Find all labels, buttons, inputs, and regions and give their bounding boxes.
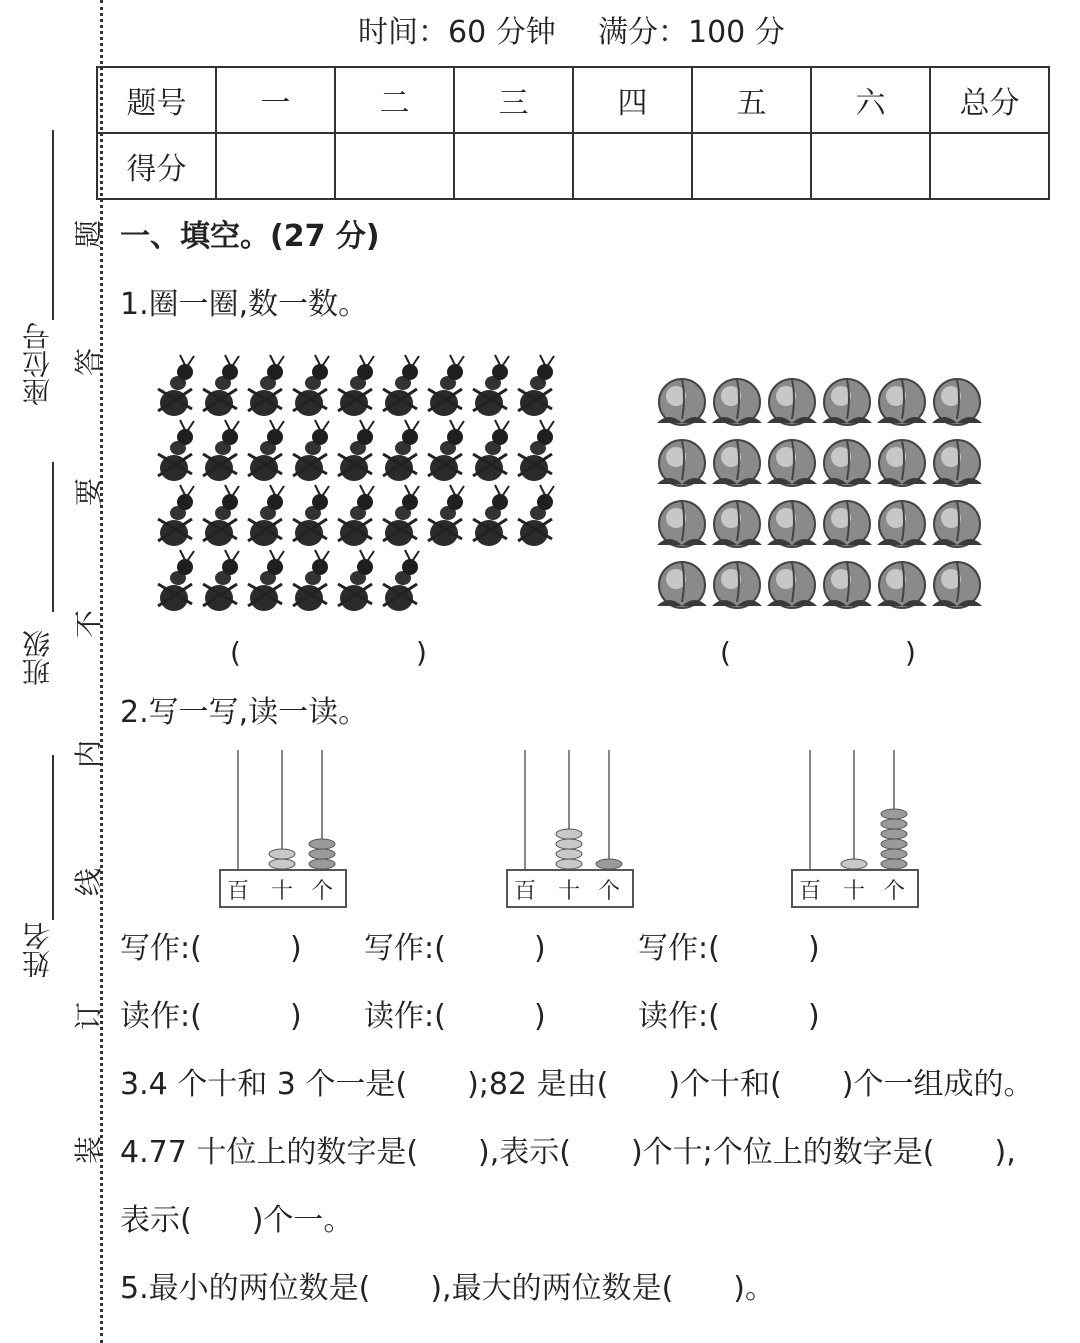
ant-icon (338, 420, 374, 481)
abacus-bead (556, 849, 582, 859)
peach-icon (877, 562, 927, 608)
ant-icon (473, 485, 509, 546)
abacus-bead (881, 809, 907, 819)
peach-icon (712, 379, 762, 425)
question-2: 2.写一写,读一读。 (120, 695, 369, 730)
question-5: 5.最小的两位数是( ),最大的两位数是( )。 (120, 1271, 775, 1306)
abacus-place-label: 百 (226, 879, 250, 904)
abacus-bead (309, 839, 335, 849)
table-cell: 四 (573, 67, 692, 133)
ant-icon (383, 420, 419, 481)
ant-icon (158, 420, 194, 481)
table-cell: 六 (811, 67, 930, 133)
full-score-label: 满分：100 分 (598, 15, 785, 50)
seat-label: 座位号 (21, 322, 54, 406)
abacus-group (200, 745, 960, 915)
close-paren: ) (808, 999, 820, 1034)
answer-paren-left: ( (720, 636, 731, 669)
abacus-place-label: 个 (597, 879, 621, 904)
time-label: 时间：60 分钟 (358, 15, 556, 50)
ant-icon (293, 550, 329, 611)
ant-icon (428, 485, 464, 546)
ant-icon (293, 355, 329, 416)
abacus-bead (881, 829, 907, 839)
table-cell: 总分 (930, 67, 1049, 133)
question-4-line2: 表示( )个一。 (120, 1203, 354, 1238)
ant-icon (248, 355, 284, 416)
score-table (96, 66, 1050, 200)
fold-char: 线 (72, 868, 105, 897)
abacus-place-label: 十 (270, 879, 294, 904)
abacus-bead (556, 829, 582, 839)
peach-icon (767, 440, 817, 486)
ant-icon (383, 550, 419, 611)
score-input-cell[interactable] (692, 133, 811, 199)
ant-icon (338, 485, 374, 546)
abacus (792, 750, 918, 907)
table-cell: 得分 (97, 133, 216, 199)
abacus-bead (881, 849, 907, 859)
write-label: 写作:( (120, 931, 202, 966)
ant-icon (473, 420, 509, 481)
abacus-place-label: 个 (882, 879, 906, 904)
ant-icon (203, 355, 239, 416)
read-label: 读作:( (120, 999, 202, 1034)
abacus (220, 750, 346, 907)
table-cell: 三 (454, 67, 573, 133)
peach-icon (657, 440, 707, 486)
read-label: 读作:( (364, 999, 446, 1034)
table-row (97, 133, 1049, 199)
answer-paren-right: ) (416, 636, 427, 669)
peach-icon (877, 501, 927, 547)
abacus-place-label: 百 (513, 879, 537, 904)
peach-icon (932, 379, 982, 425)
abacus-bead (881, 819, 907, 829)
fold-char: 装 (72, 1136, 105, 1165)
ant-icon (248, 550, 284, 611)
table-row (97, 67, 1049, 133)
peach-icon (822, 501, 872, 547)
abacus-bead (556, 839, 582, 849)
score-input-cell[interactable] (216, 133, 335, 199)
peach-icon (767, 501, 817, 547)
ant-icon (248, 420, 284, 481)
close-paren: ) (290, 931, 302, 966)
ant-icon (428, 355, 464, 416)
score-input-cell[interactable] (335, 133, 454, 199)
peach-icon (822, 440, 872, 486)
ant-icon (158, 355, 194, 416)
peach-icon (877, 379, 927, 425)
class-underline (52, 462, 54, 612)
peach-icon (712, 440, 762, 486)
peach-icon (712, 501, 762, 547)
abacus-bead (881, 859, 907, 869)
fold-char: 不 (72, 610, 105, 639)
abacus-bead (309, 849, 335, 859)
abacus-bead (881, 839, 907, 849)
abacus-bead (596, 859, 622, 869)
counting-pictures (140, 345, 1000, 620)
ant-icon (293, 420, 329, 481)
abacus-bead (269, 849, 295, 859)
answer-paren-left: ( (230, 636, 241, 669)
ant-icon (518, 355, 554, 416)
fold-char: 题 (72, 220, 105, 249)
ant-icon (248, 485, 284, 546)
peach-icon (712, 562, 762, 608)
table-cell: 五 (692, 67, 811, 133)
abacus (507, 750, 633, 907)
name-label: 姓名 (21, 922, 54, 978)
close-paren: ) (534, 931, 546, 966)
abacus-bead (269, 859, 295, 869)
peach-icon (767, 379, 817, 425)
answer-paren-right: ) (905, 636, 916, 669)
peach-icon (822, 562, 872, 608)
close-paren: ) (808, 931, 820, 966)
close-paren: ) (290, 999, 302, 1034)
ant-icon (383, 355, 419, 416)
question-1: 1.圈一圈,数一数。 (120, 287, 369, 322)
abacus-bead (841, 859, 867, 869)
ant-icon (518, 420, 554, 481)
fold-char: 内 (72, 740, 105, 769)
read-label: 读作:( (638, 999, 720, 1034)
abacus-bead (556, 859, 582, 869)
ant-icon (338, 355, 374, 416)
ant-icon (203, 485, 239, 546)
question-4-line1: 4.77 十位上的数字是( ),表示( )个十;个位上的数字是( ), (120, 1135, 1016, 1170)
ant-icon (338, 550, 374, 611)
seat-underline (52, 130, 54, 320)
ant-icon (383, 485, 419, 546)
score-input-cell[interactable] (930, 133, 1049, 199)
peach-icon (767, 562, 817, 608)
table-cell: 二 (335, 67, 454, 133)
peach-icon (657, 379, 707, 425)
ant-icon (293, 485, 329, 546)
fold-char: 订 (72, 1002, 105, 1031)
peach-icon (877, 440, 927, 486)
peach-icon (657, 501, 707, 547)
score-input-cell[interactable] (454, 133, 573, 199)
close-paren: ) (534, 999, 546, 1034)
name-underline (52, 755, 54, 920)
ant-icon (518, 485, 554, 546)
write-label: 写作:( (638, 931, 720, 966)
table-cell: 题号 (97, 67, 216, 133)
section-title: 一、填空。(27 分) (120, 219, 380, 254)
class-label: 班级 (21, 630, 54, 686)
abacus-place-label: 十 (842, 879, 866, 904)
score-input-cell[interactable] (573, 133, 692, 199)
fold-char: 要 (72, 478, 105, 507)
peach-icon (657, 562, 707, 608)
ant-icon (158, 550, 194, 611)
abacus-place-label: 个 (310, 879, 334, 904)
table-cell: 一 (216, 67, 335, 133)
peach-icon (932, 501, 982, 547)
abacus-place-label: 百 (798, 879, 822, 904)
abacus-place-label: 十 (557, 879, 581, 904)
write-label: 写作:( (364, 931, 446, 966)
ant-icon (158, 485, 194, 546)
fold-char: 答 (72, 348, 105, 377)
ant-icon (203, 550, 239, 611)
score-input-cell[interactable] (811, 133, 930, 199)
peach-icon (932, 562, 982, 608)
ant-icon (428, 420, 464, 481)
ant-icon (203, 420, 239, 481)
peach-icon (822, 379, 872, 425)
ant-icon (473, 355, 509, 416)
question-3: 3.4 个十和 3 个一是( );82 是由( )个十和( )个一组成的。 (120, 1067, 1034, 1102)
peach-icon (932, 440, 982, 486)
abacus-bead (309, 859, 335, 869)
